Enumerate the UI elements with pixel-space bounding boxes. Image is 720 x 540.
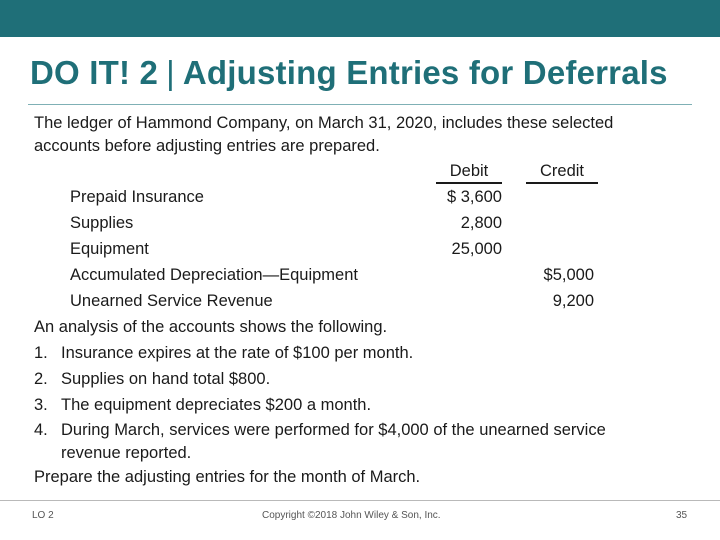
- analysis-item: The equipment depreciates $200 a month.: [61, 396, 372, 414]
- analysis-item: Insurance expires at the rate of $100 per month.: [61, 344, 414, 362]
- intro-line-2: accounts before adjusting entries are prepared.: [34, 137, 380, 155]
- title-divider: [28, 104, 692, 105]
- ledger-account: Accumulated Depreciation—Equipment: [70, 266, 358, 284]
- footer-divider: [0, 500, 720, 501]
- analysis-item: During March, services were performed for $4,000 of the unearned service: [61, 421, 606, 439]
- title-prefix: DO IT! 2: [30, 54, 159, 91]
- page-number: 35: [676, 510, 688, 521]
- analysis-number: 1.: [34, 344, 48, 362]
- intro-line-1: The ledger of Hammond Company, on March 31, 2020, includes these selected: [34, 114, 614, 132]
- ledger-debit: 25,000: [451, 240, 502, 258]
- ledger-account: Unearned Service Revenue: [70, 292, 273, 310]
- instruction: Prepare the adjusting entries for the month of March.: [34, 468, 421, 486]
- top-banner: [0, 0, 720, 37]
- ledger-debit: 2,800: [460, 214, 502, 232]
- ledger-credit: $5,000: [543, 266, 594, 284]
- title-separator: |: [166, 54, 175, 91]
- ledger-credit: 9,200: [552, 292, 594, 310]
- debit-header: Debit: [449, 162, 489, 180]
- analysis-number: 2.: [34, 370, 48, 388]
- analysis-number: 3.: [34, 396, 48, 414]
- analysis-item: Supplies on hand total $800.: [61, 370, 271, 388]
- credit-header-underline: [526, 182, 598, 184]
- ledger-debit: $ 3,600: [446, 188, 502, 206]
- ledger-account: Supplies: [70, 214, 134, 232]
- slide-title: [30, 54, 668, 92]
- title-main: Adjusting Entries for Deferrals: [182, 54, 668, 91]
- learning-objective: LO 2: [32, 510, 54, 521]
- analysis-intro: An analysis of the accounts shows the following.: [34, 318, 388, 336]
- analysis-item-continuation: revenue reported.: [61, 444, 192, 462]
- ledger-account: Prepaid Insurance: [70, 188, 204, 206]
- ledger-account: Equipment: [70, 240, 149, 258]
- analysis-number: 4.: [34, 421, 48, 439]
- copyright-notice: Copyright ©2018 John Wiley & Son, Inc.: [262, 510, 441, 521]
- debit-header-underline: [436, 182, 502, 184]
- credit-header: Credit: [539, 162, 584, 180]
